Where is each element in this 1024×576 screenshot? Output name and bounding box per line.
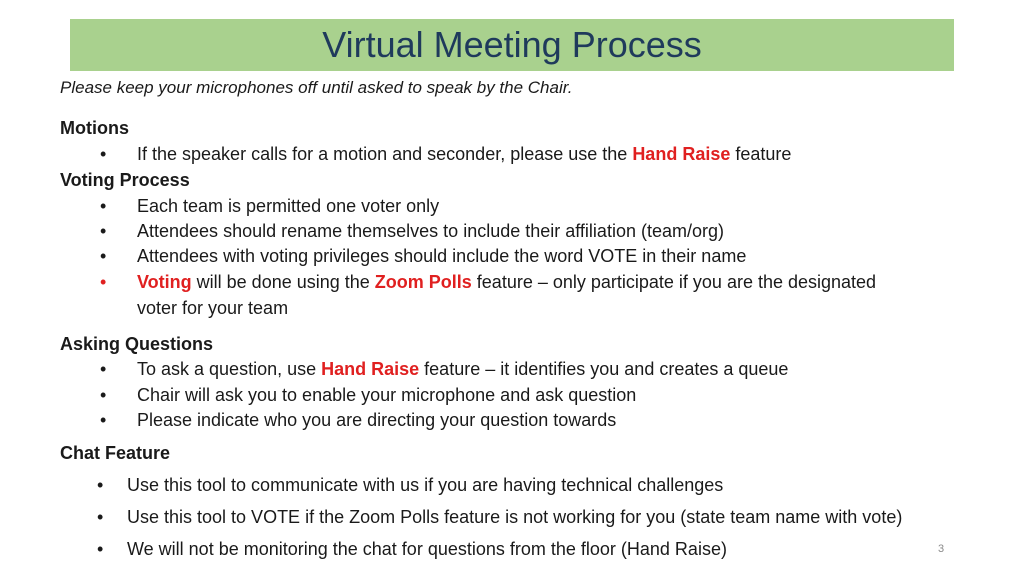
hand-raise-highlight: Hand Raise: [321, 359, 420, 379]
bullet-icon: •: [97, 539, 104, 559]
voting-item: Attendees should rename themselves to include their affiliation (team/org): [137, 221, 724, 241]
chat-heading: Chat Feature: [60, 443, 171, 463]
motions-heading: Motions: [60, 118, 129, 138]
hand-raise-highlight: Hand Raise: [632, 144, 731, 164]
bullet-icon: •: [100, 410, 107, 430]
voting-item-polls: Voting will be done using the Zoom Polls feature – only participate if you are the designated: [137, 272, 877, 292]
chat-item: Use this tool to VOTE if the Zoom Polls feature is not working for you (state team name with vote): [127, 507, 903, 527]
voting-heading: Voting Process: [60, 170, 190, 190]
bullet-icon: •: [100, 246, 107, 266]
bullet-icon: •: [100, 272, 107, 292]
motions-item: If the speaker calls for a motion and seconder, please use the Hand Raise feature: [137, 144, 792, 164]
voting-item: Each team is permitted one voter only: [137, 196, 440, 216]
chat-item: We will not be monitoring the chat for questions from the floor (Hand Raise): [127, 539, 727, 559]
bullet-icon: •: [100, 385, 107, 405]
bullet-icon: •: [100, 144, 107, 164]
questions-item: Please indicate who you are directing your question towards: [137, 410, 617, 430]
bullet-icon: •: [100, 359, 107, 379]
subtitle-instruction: Please keep your microphones off until asked to speak by the Chair.: [60, 78, 573, 97]
voting-item: Attendees with voting privileges should include the word VOTE in their name: [137, 246, 747, 266]
voting-item-polls-cont: voter for your team: [137, 298, 289, 318]
bullet-icon: •: [100, 196, 107, 216]
questions-heading: Asking Questions: [60, 334, 214, 354]
bullet-icon: •: [97, 475, 104, 495]
chat-item: Use this tool to communicate with us if you are having technical challenges: [127, 475, 724, 495]
bullet-icon: •: [97, 507, 104, 527]
questions-item: Chair will ask you to enable your microphone and ask question: [137, 385, 637, 405]
title-banner: [70, 19, 954, 71]
page-number: 3: [938, 543, 945, 555]
page-title: Virtual Meeting Process: [322, 24, 702, 65]
bullet-icon: •: [100, 221, 107, 241]
questions-item: To ask a question, use Hand Raise feature – it identifies you and creates a queue: [137, 359, 789, 379]
